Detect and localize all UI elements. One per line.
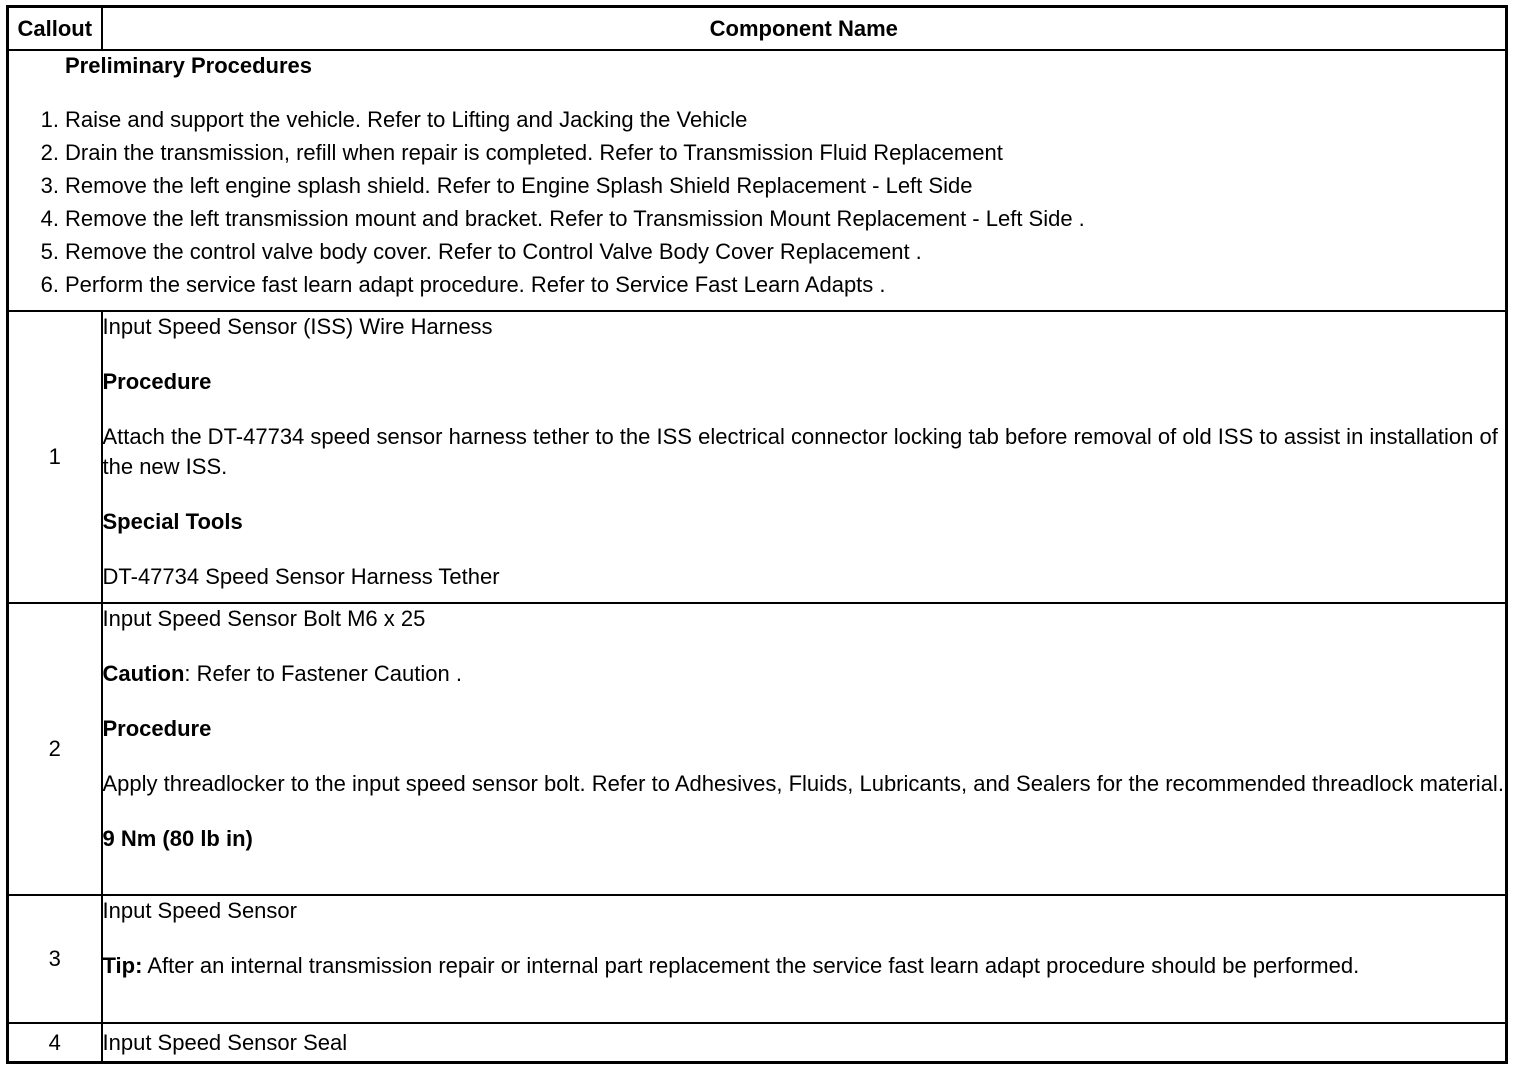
special-tools-text: DT-47734 Speed Sensor Harness Tether [102, 564, 500, 589]
callout-number: 1 [8, 311, 102, 603]
caution-label: Caution [102, 661, 185, 686]
table-row [8, 311, 1507, 603]
procedure-text: Attach the DT-47734 speed sensor harness tether to the ISS electrical connector locking tab before removal of old ISS to assist in installation of the new ISS. [102, 424, 1498, 479]
component-name-header: Component Name [102, 7, 1507, 51]
table-row [8, 895, 1507, 1023]
procedure-label: Procedure [102, 716, 212, 741]
component-name: Input Speed Sensor (ISS) Wire Harness [102, 314, 493, 339]
list-item: 1. Raise and support the vehicle. Refer to Lifting and Jacking the Vehicle [40, 107, 748, 132]
preliminary-title: Preliminary Procedures [65, 53, 313, 78]
preliminary-row [8, 50, 1507, 311]
list-item: 2. Drain the transmission, refill when repair is completed. Refer to Transmission Fluid Replacement [40, 140, 1003, 165]
tip-label: Tip: [102, 953, 143, 978]
header-row [8, 7, 1507, 51]
component-cell [102, 603, 1507, 895]
list-item: 5. Remove the control valve body cover. Refer to Control Valve Body Cover Replacement . [40, 239, 922, 264]
component-name: Input Speed Sensor [102, 898, 297, 923]
component-name: Input Speed Sensor Bolt M6 x 25 [102, 606, 426, 631]
callout-number: 4 [8, 1023, 102, 1063]
component-cell [102, 1023, 1507, 1063]
list-item: 6. Perform the service fast learn adapt procedure. Refer to Service Fast Learn Adapts . [40, 272, 886, 297]
tip-line [103, 951, 1506, 981]
procedure-text: Apply threadlocker to the input speed sensor bolt. Refer to Adhesives, Fluids, Lubricants, and Sealers for the recommended threadlock material. [102, 771, 1504, 796]
caution-line [103, 659, 1506, 689]
table-row [8, 603, 1507, 895]
callout-number: 2 [8, 603, 102, 895]
list-item: 3. Remove the left engine splash shield. Refer to Engine Splash Shield Replacement - Left Side [40, 173, 973, 198]
component-cell [102, 311, 1507, 603]
procedure-label: Procedure [102, 369, 212, 394]
component-cell [102, 895, 1507, 1023]
tip-text: After an internal transmission repair or internal part replacement the service fast learn adapt procedure should be performed. [142, 953, 1360, 978]
component-table [6, 5, 1508, 1064]
callout-number: 3 [8, 895, 102, 1023]
callout-header: Callout [8, 7, 102, 51]
special-tools-label: Special Tools [102, 509, 243, 534]
torque-spec: 9 Nm (80 lb in) [102, 826, 253, 851]
table-row [8, 1023, 1507, 1063]
preliminary-steps [9, 103, 1505, 301]
component-name: Input Speed Sensor Seal [102, 1029, 348, 1055]
preliminary-cell [8, 50, 1507, 311]
list-item: 4. Remove the left transmission mount and bracket. Refer to Transmission Mount Replacement - Left Side . [40, 206, 1085, 231]
caution-text: : Refer to Fastener Caution . [184, 661, 462, 686]
